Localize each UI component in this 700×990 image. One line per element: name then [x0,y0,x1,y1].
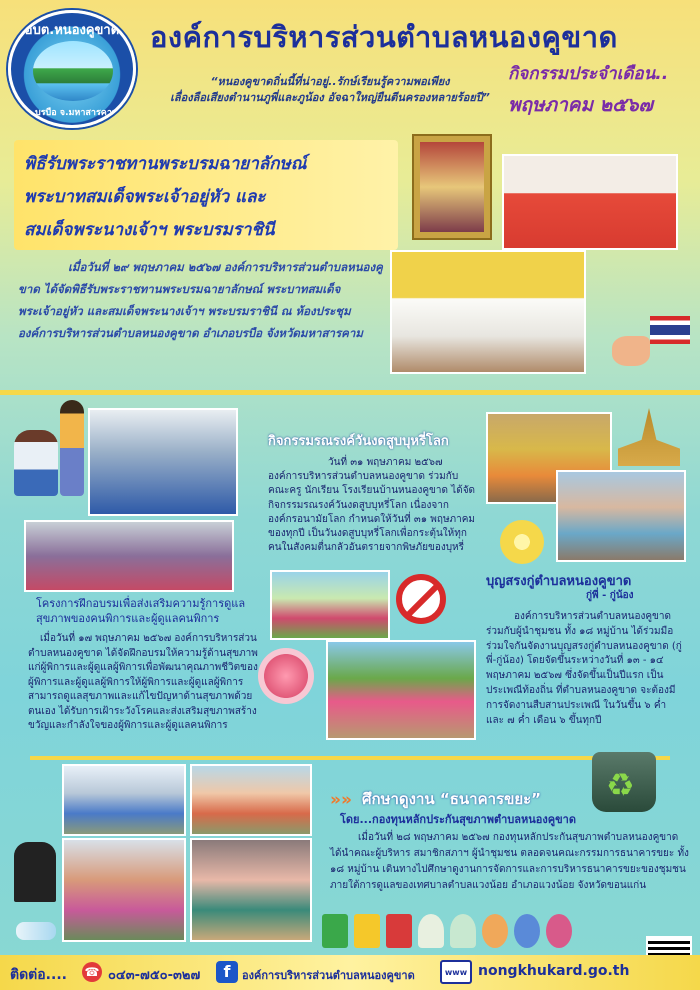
logo-top-text: อบต.หนองคูขาด [24,23,120,38]
website-link[interactable]: nongkhukard.go.th [478,963,630,979]
people-icon [514,914,540,948]
phone-icon: ☎ [82,962,102,982]
waste-bank-text: เมื่อวันที่ ๒๘ พฤษภาคม ๒๕๖๗ กองทุนหลักประกันสุขภาพตำบลหนองคูขาด ได้นำคณะผู้บริหาร สมาชิกสภาฯ ผู้นำชุมชน ตลอดจนคณะกรรมการธนาคารขยะ ทั้ง ๑๘ หมู่บ้าน เดินทางไปศึกษาดูงานการจัดการและการบริหารธนาคารขยะของชุมชน ภายใต้การดูแลของเทศบาลตำบลแวงน้อย อำเภอแวงน้อย จังหวัดขอนแก่น [330,832,689,891]
trash-bag-icon [418,914,444,948]
no-smoking-icon [396,574,446,624]
lungs-icon [258,648,314,704]
facebook-icon[interactable]: f [216,961,238,983]
thai-flag-icon [650,316,690,344]
section-divider [30,756,670,760]
trash-person-icon [14,842,56,902]
people-icon [546,914,572,948]
org-logo [8,10,136,128]
arrows-icon: »» [330,790,352,810]
slogan-line-2: เลื่องลือเสียงตำนานภูพี่และภูน้อง อัจฉาใหญ่ยืนตีนครองหลายร้อยปี” [170,91,490,104]
waste-bank-photo-4 [190,838,312,942]
section-divider [0,390,700,395]
ceremony-title-line-2: พระบาทสมเด็จพระเจ้าอยู่หัว และ [24,187,266,207]
merit-title: บุญสรงกู่ตำบลหนองคูขาด [486,574,632,589]
waste-bank-subtitle: โดย...กองทุนหลักประกันสุขภาพตำบลหนองคูขาด [340,813,576,826]
waste-bins-icons [322,914,622,954]
tobacco-title: กิจกรรมรณรงค์วันงดสูบบุหรี่โลก [268,434,449,449]
slogan-line-1: “หนองคูขาดถิ่นนี้ที่น่าอยู่..รักษ์เรียนรู้ความพอเพียง [210,75,450,88]
wheelchair-person-icon [14,430,58,496]
bottle-icon [16,922,56,940]
phone-number[interactable]: ๐๔๓-๗๕๐-๓๒๗ [108,968,201,983]
caregiver-icon [60,400,84,496]
ceremony-title [14,140,398,250]
waste-bank-title: ศึกษาดูงาน “ธนาคารขยะ” [362,790,542,808]
merit-photo-2 [556,470,686,562]
training-photo-1 [88,408,238,516]
ceremony-text: เมื่อวันที่ ๒๙ พฤษภาคม ๒๕๖๗ องค์การบริหารส่วนตำบลหนองคูขาด ได้จัดพิธีรับพระราชทานพระบรมฉายาลักษณ์ พระบาทสมเด็จพระเจ้าอยู่หัว และสมเด็จพระนางเจ้าฯ พระบรมราชินี ณ ห้องประชุมองค์การบริหารส่วนตำบลหนองคูขาด อำเภอบรบือ จังหวัดมหาสารคาม [18,260,383,340]
month-label: พฤษภาคม ๒๕๖๗ [508,94,653,116]
training-text: เมื่อวันที่ ๑๗ พฤษภาคม ๒๕๖๗ องค์การบริหารส่วนตำบลหนองคูขาด ได้จัดฝึกอบรมให้ความรู้ด้านสุขภาพแก่ผู้พิการและผู้ดูแลผู้พิการเพื่อพัฒนาคุณภาพชีวิตของผู้พิการและผู้ดูแลผู้พิการให้ผู้พิการและผู้ดูแลผู้พิการสามารถดูแลสุขภาพและแก้ไขปัญหาด้านสุขภาพด้วยตนเอง ได้รับการเฝ้าระวังโรคและส่งเสริมสุขภาพสร้างขวัญและกำลังใจของผู้พิการและผู้ดูแลคนพิการ [28,633,258,731]
contact-label: ติดต่อ.... [10,967,67,983]
org-title: องค์การบริหารส่วนตำบลหนองคูขาด [150,20,618,54]
merit-text: องค์การบริหารส่วนตำบลหนองคูขาด ร่วมกับผู้นำชุมชน ทั้ง ๑๘ หมู่บ้าน ได้ร่วมมือร่วมใจกันจัดงานบุญสรงกู่ตำบลหนองคูขาด (กู่พี่-กู่น้อง) โดยจัดขึ้นระหว่างวันที่ ๑๓ - ๑๔ พฤษภาคม ๒๕๖๗ ซึ่งจัดขึ้นเป็นปีแรก เป็นประเพณีท้องถิ่น ที่ตำบลหนองคูขาด จะต้องมีการจัดงานสืบสานประเพณี ในวันขึ้น ๖ ค่ำ และ ๗ ค่ำ เดือน ๖ ขึ้นทุกปี [486,611,682,726]
royal-portrait-photo [414,136,490,238]
tobacco-photo-1 [270,570,390,640]
monthly-label: กิจกรรมประจำเดือน.. [508,64,669,84]
waste-bank-photo-2 [190,764,312,836]
flower-icon [500,520,544,564]
yellow-bin-icon [354,914,380,948]
recycle-bin-icon [592,752,656,812]
slogan [160,74,500,106]
training-title: โครงการฝึกอบรมเพื่อส่งเสริมความรู้การดูแลสุขภาพของคนพิการและผู้ดูแลคนพิการ [36,597,246,625]
web-icon: www [440,960,472,984]
merit-subtitle: กู่พี่ - กู่น้อง [586,590,634,601]
ceremony-photo [502,154,678,250]
ceremony-title-line-3: สมเด็จพระนางเจ้าฯ พระบรมราชินี [24,220,275,240]
waste-bank-photo-1 [62,764,186,836]
trash-bag-icon [450,914,476,948]
training-photo-2 [24,520,234,592]
facebook-page-name[interactable]: องค์การบริหารส่วนตำบลหนองคูขาด [242,969,415,982]
people-icon [482,914,508,948]
waste-bank-photo-3 [62,838,186,942]
tobacco-photo-2 [326,640,476,740]
temple-icon [618,408,680,466]
ceremony-group-photo [390,250,586,374]
tobacco-text: วันที่ ๓๑ พฤษภาคม ๒๕๖๗ องค์การบริหารส่วนตำบลหนองคูขาด ร่วมกับคณะครู นักเรียน โรงเรียนบ้านหนองคูขาด ได้จัดกิจกรรมรณรงค์วันงดสูบบุหรี่โลก เนื่องจากองค์กรอนามัยโลก กำหนดให้วันที่ ๓๑ พฤษภาคม ของทุกปี เป็นวันงดสูบบุหรี่โลกเพื่อกระตุ้นให้ทุกคนในสังคมตื่นกลัวอันตรายจากพิษภัยของบุหรี่ [268,457,476,554]
logo-bottom-text: อ.บรบือ จ.มหาสารคาม [26,108,118,118]
red-bin-icon [386,914,412,948]
logo-landscape-icon [33,41,113,101]
ceremony-title-line-1: พิธีรับพระราชทานพระบรมฉายาลักษณ์ [24,154,307,174]
hand-icon [612,336,650,366]
green-bin-icon [322,914,348,948]
